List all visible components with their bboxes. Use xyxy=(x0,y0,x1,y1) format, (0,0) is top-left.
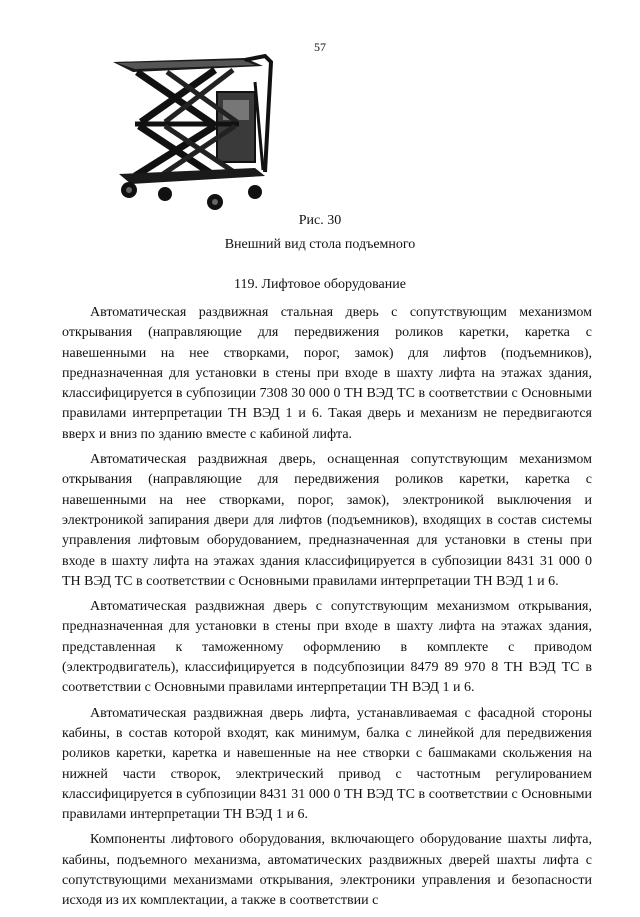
figure-caption: Внешний вид стола подъемного xyxy=(224,237,416,252)
figure-label: Рис. 30 xyxy=(298,213,342,228)
paragraph: Автоматическая раздвижная дверь лифта, устанавливаемая с фасадной стороны кабины, в состав которой входят, как минимум, балка с линейкой для передвижения роликов каретки, каретка и навешенные на нее створки с башмаками скольжения на нижней части створок, электрический привод с частотным регулированием классифицируется в субпозиции 8431 31 000 0 ТН ВЭД ТС в соответствии с Основными правилами интерпретации ТН ВЭД 1 и 6. xyxy=(62,705,592,823)
paragraph: Автоматическая раздвижная дверь, оснащенная сопутствующим механизмом открывания (направляющие для передвижения роликов каретки, каретка с навешенными на нее створками, порог, замок), электроникой выключения и электроникой запирания двери для лифтов (подъемников), входящих в состав системы управления лифтовым оборудованием, предназначенная для установки в стены при входе в шахту лифта на этажах здания классифицируется в субпозиции 8431 31 000 0 ТН ВЭД ТС в соответствии с Основными правилами интерпретации ТН ВЭД 1 и 6. xyxy=(62,452,592,589)
paragraph: Автоматическая раздвижная дверь с сопутствующим механизмом открывания, предназначенная для установки в стены при входе в шахту лифта на этажах здания, представленная к таможенному оформлению в комплекте с приводом (электродвигатель), классифицируется в подсубпозиции 8479 89 970 8 ТН ВЭД ТС в соответствии с Основными правилами интерпретации ТН ВЭД 1 и 6. xyxy=(62,599,592,696)
page-number: 57 xyxy=(314,40,326,54)
scissor-lift-table-illustration xyxy=(105,52,280,212)
body-text xyxy=(62,303,592,917)
section-heading: 119. Лифтовое оборудование xyxy=(234,277,406,292)
paragraph: Автоматическая раздвижная стальная дверь с сопутствующим механизмом открывания (направляющие для передвижения роликов каретки, каретка с навешенными на нее створками, порог, замок) для лифтов (подъемников), предназначенная для установки в стены при входе в шахту лифта на этажах здания, классифицируется в субпозиции 7308 30 000 0 ТН ВЭД ТС в соответствии с Основными правилами интерпретации ТН ВЭД 1 и 6. Такая дверь и механизм не передвигаются вверх и вниз по зданию вместе с кабиной лифта. xyxy=(62,305,592,442)
scissor-lift-table-drawing xyxy=(105,52,280,212)
paragraph: Компоненты лифтового оборудования, включающего оборудование шахты лифта, кабины, подъемного механизма, автоматических раздвижных дверей шахты лифта с сопутствующими механизмами открывания, электроники управления и безопасности исходя из их комплектации, а также в соответствии с xyxy=(62,832,592,909)
